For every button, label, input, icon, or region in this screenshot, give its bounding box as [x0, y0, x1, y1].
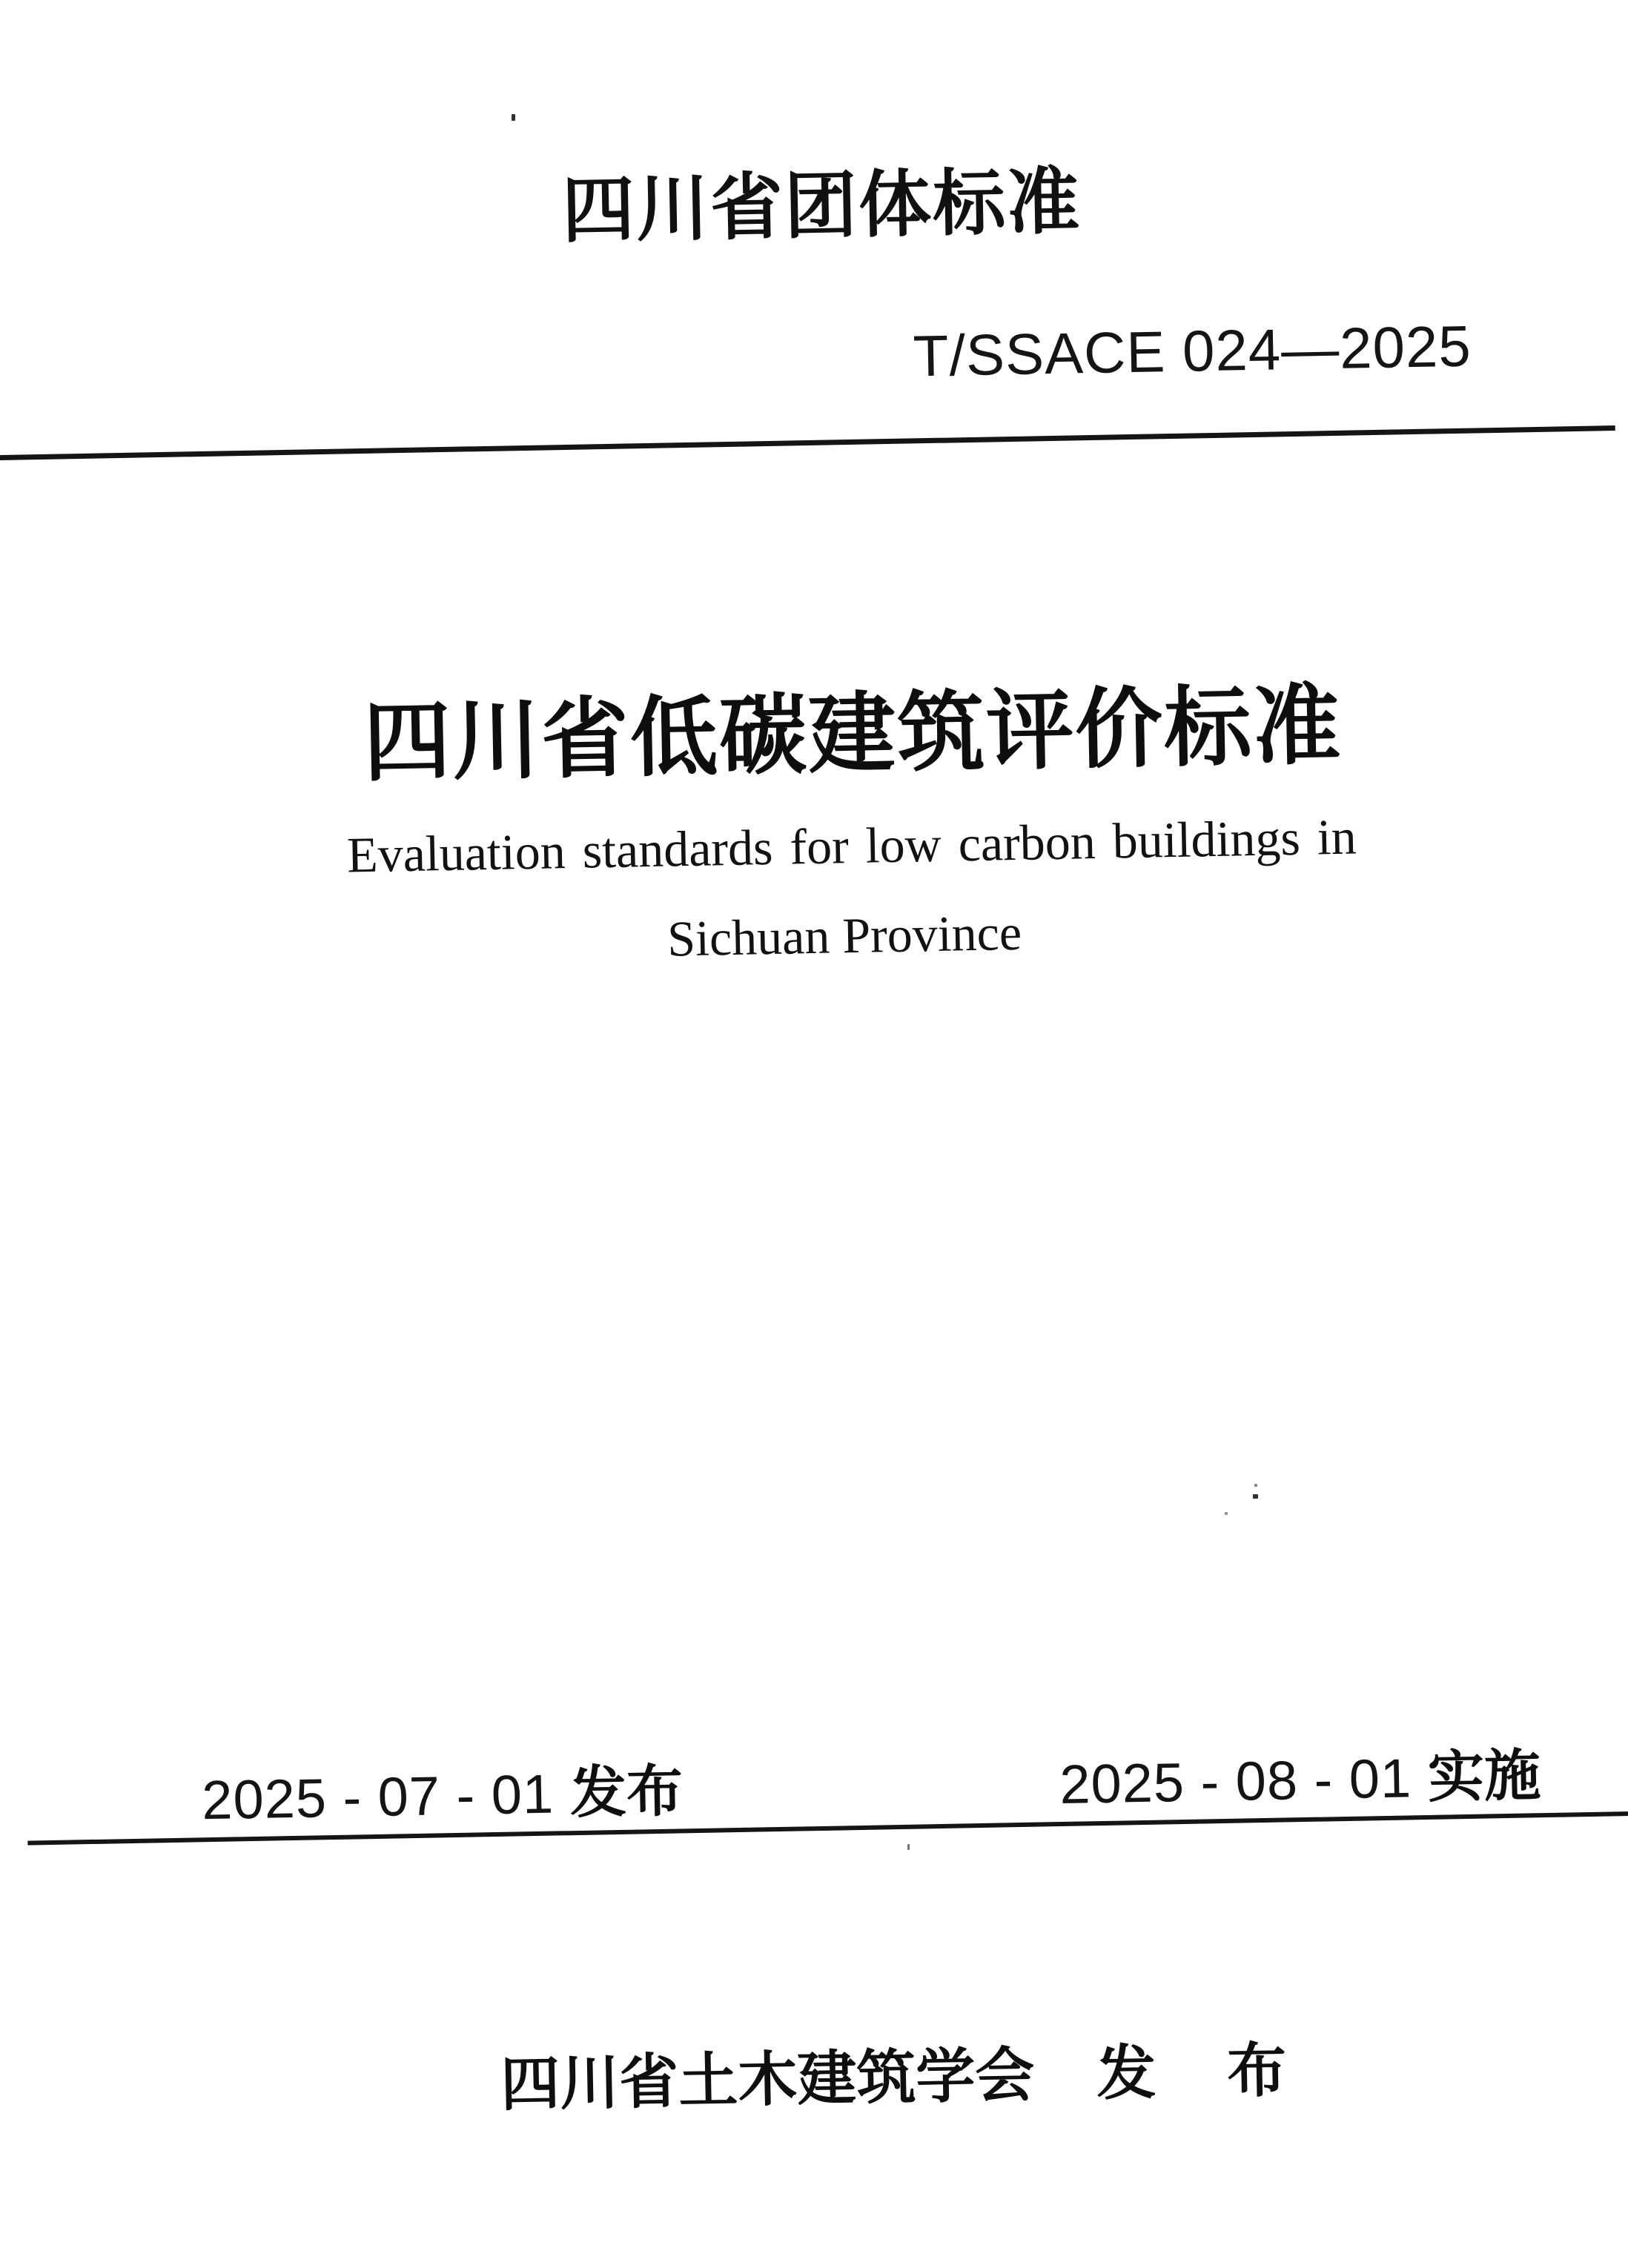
standard-number: T/SSACE 024—2025 — [912, 313, 1472, 389]
standard-category-label: 四川省团体标准 — [561, 160, 1082, 252]
publisher-line — [500, 2023, 1287, 2122]
publisher-org: 四川省土木建筑学会 — [500, 2041, 1036, 2118]
header-divider-rule — [0, 425, 1615, 460]
issue-date: 2025 - 07 - 01 — [201, 1763, 555, 1831]
issue-date-label: 发布 — [569, 1760, 684, 1826]
scan-speck — [1225, 1512, 1228, 1515]
issue-date-row — [201, 1745, 684, 1835]
implement-date-label: 实施 — [1427, 1744, 1541, 1809]
document-title-en-line1: Evaluation standards for low carbon buildings in — [346, 808, 1357, 883]
scan-speck — [907, 1844, 910, 1850]
publisher-publish-char-2: 布 — [1226, 2037, 1288, 2104]
scan-speck — [1254, 1484, 1257, 1487]
document-title-zh: 四川省低碳建筑评价标准 — [363, 676, 1343, 793]
publisher-publish-char-1: 发 — [1096, 2039, 1157, 2107]
implement-date: 2025 - 08 - 01 — [1059, 1747, 1412, 1816]
implement-date-row — [1059, 1730, 1541, 1820]
scan-speck — [1253, 1494, 1258, 1499]
document-title-en-line2: Sichuan Province — [666, 903, 1022, 967]
scan-speck — [512, 114, 515, 121]
